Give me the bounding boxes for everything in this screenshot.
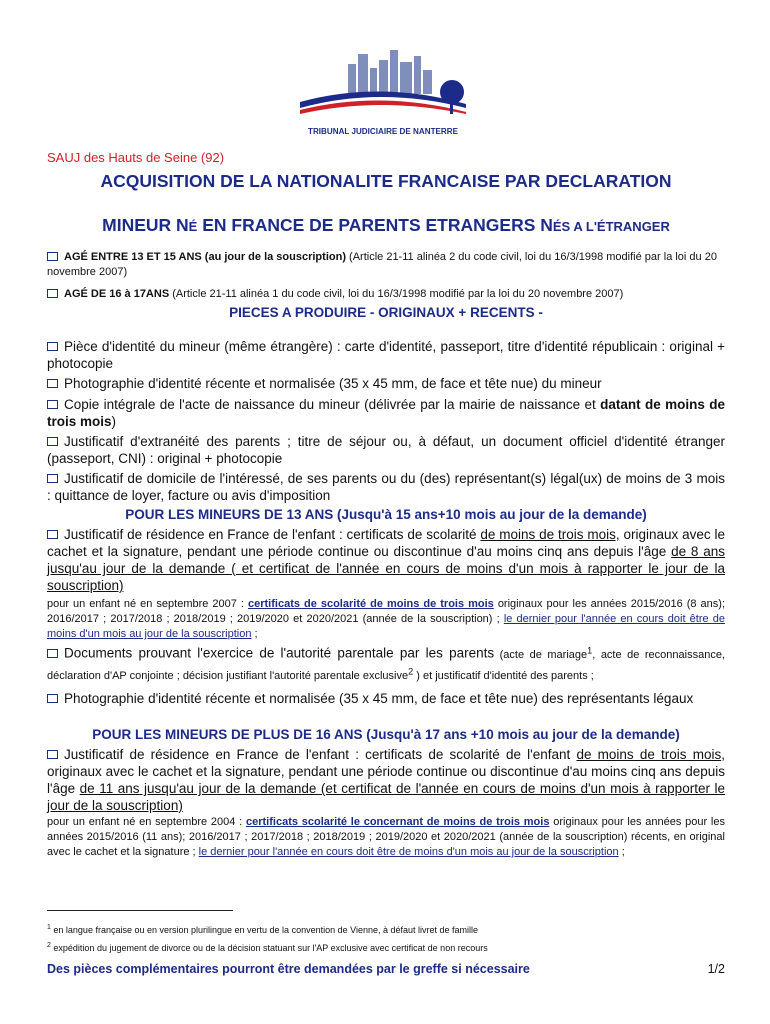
piece-extraneity: Justificatif d'extranéité des parents ; titre de séjour ou, à défaut, un document officiel d'identité étranger (passeport, CNI) : original + photocopie	[47, 434, 725, 466]
piece-domicile: Justificatif de domicile de l'intéressé, de ses parents ou du (des) représentant(s) légal(ux) de moins de 3 mois : quittance de loyer, facture ou avis d'imposition	[47, 471, 725, 503]
pieces-header: PIECES A PRODUIRE - ORIGINAUX + RECENTS -	[229, 305, 543, 320]
footnote-1: $^1$ en langue française ou en version plurilingue en vertu de la convention de Vienne, à défaut livret de famille	[47, 924, 479, 935]
section16-residence: Justificatif de résidence en France de l'enfant : certificats de scolarité de l'enfant de moins de trois mois, originaux avec le cachet et la signature, pendant une période continue ou discontinue d'au moins cinq ans depuis l'âge de 11 ans jusqu'au jour de la demande (et certificat de l'année en cours de moins d'un mois à rapporter le jour de la souscription)	[47, 747, 725, 813]
footnote-divider	[47, 910, 233, 911]
footnote-2: $^2$ expédition du jugement de divorce ou de la décision statuant sur l'AP exclusive avec certificat de non recours	[47, 942, 488, 953]
section16-header: POUR LES MINEURS DE PLUS DE 16 ANS (Jusqu'à 17 ans +10 mois au jour de la demande)	[92, 727, 680, 742]
checkbox[interactable]	[47, 474, 58, 483]
checkbox[interactable]	[47, 750, 58, 759]
tribunal-logo	[290, 46, 476, 146]
section13-photo: Photographie d'identité récente et normalisée (35 x 45 mm, de face et tête nue) des représentants légaux	[47, 690, 725, 707]
document-subtitle: MINEUR NÉ EN FRANCE DE PARENTS ETRANGERS NÉS A L'ÉTRANGER	[102, 215, 670, 235]
checkbox[interactable]	[47, 289, 58, 298]
page-number: 1/2	[707, 962, 725, 976]
checkbox[interactable]	[47, 400, 58, 409]
document-title: ACQUISITION DE LA NATIONALITE FRANCAISE PAR DECLARATION	[100, 171, 672, 191]
section13-parental-authority: Documents prouvant l'exercice de l'autorité parentale par les parents (acte de mariage$^1$, acte de reconnaissance, déclaration d'AP conjointe ; décision justifiant l'autorité parentale exclusive$^2$ ) et justificatif d'identité des parents ;	[47, 645, 725, 683]
option-13-15[interactable]: AGÉ ENTRE 13 ET 15 ANS (au jour de la souscription) (Article 21-11 alinéa 2 du code civil, loi du 16/3/1998 modifié par la loi du 20 novembre 2007)	[47, 251, 717, 278]
footer-note: Des pièces complémentaires pourront être demandées par le greffe si nécessaire	[47, 962, 530, 976]
logo-text: TRIBUNAL JUDICIAIRE DE NANTERRE	[308, 127, 459, 136]
checkbox[interactable]	[47, 437, 58, 446]
section13-example: pour un enfant né en septembre 2007 : certificats de scolarité de moins de trois mois originaux pour les années 2015/2016 (8 ans); 2016/2017 ; 2017/2018 ; 2018/2019 ; 2019/2020 et 2020/2021 (année de la souscription) ; le dernier pour l'année en cours doit être de moins d'un mois au jour de la souscription ;	[47, 598, 725, 640]
checkbox[interactable]	[47, 694, 58, 703]
section16-example: pour un enfant né en septembre 2004 : certificats scolarité le concernant de moins de trois mois originaux pour les années pour les années 2015/2016 (11 ans); 2016/2017 ; 2017/2018 ; 2018/2019 ; 2019/2020 et 2020/2021 (année de la souscription) récents, en original avec le cachet et la signature ; le dernier pour l'année en cours doit être de moins d'un mois au jour de la souscription ;	[47, 816, 725, 858]
section13-header: POUR LES MINEURS DE 13 ANS (Jusqu'à 15 ans+10 mois au jour de la demande)	[125, 507, 647, 522]
piece-photo: Photographie d'identité récente et normalisée (35 x 45 mm, de face et tête nue) du mineur	[47, 375, 725, 392]
checkbox[interactable]	[47, 530, 58, 539]
piece-identity: Pièce d'identité du mineur (même étrangère) : carte d'identité, passeport, titre d'identité républicain : original + photocopie	[47, 339, 725, 371]
checkbox[interactable]	[47, 649, 58, 658]
checkbox[interactable]	[47, 252, 58, 261]
piece-birth-certificate: Copie intégrale de l'acte de naissance du mineur (délivrée par la mairie de naissance et datant de moins de trois mois)	[47, 397, 725, 429]
option-16-17[interactable]: AGÉ DE 16 à 17ANS (Article 21-11 alinéa 1 du code civil, loi du 16/3/1998 modifié par la loi du 20 novembre 2007)	[47, 287, 725, 302]
checkbox[interactable]	[47, 379, 58, 388]
checkbox[interactable]	[47, 342, 58, 351]
section13-residence: Justificatif de résidence en France de l'enfant : certificats de scolarité de moins de trois mois, originaux avec le cachet et la signature, pendant une période continue ou discontinue d'au moins cinq ans depuis l'âge de 8 ans jusqu'au jour de la demande ( et certificat de l'année en cours de moins d'un mois à rapporter le jour de la souscription)	[47, 527, 725, 593]
sauj-label: SAUJ des Hauts de Seine (92)	[47, 150, 225, 165]
